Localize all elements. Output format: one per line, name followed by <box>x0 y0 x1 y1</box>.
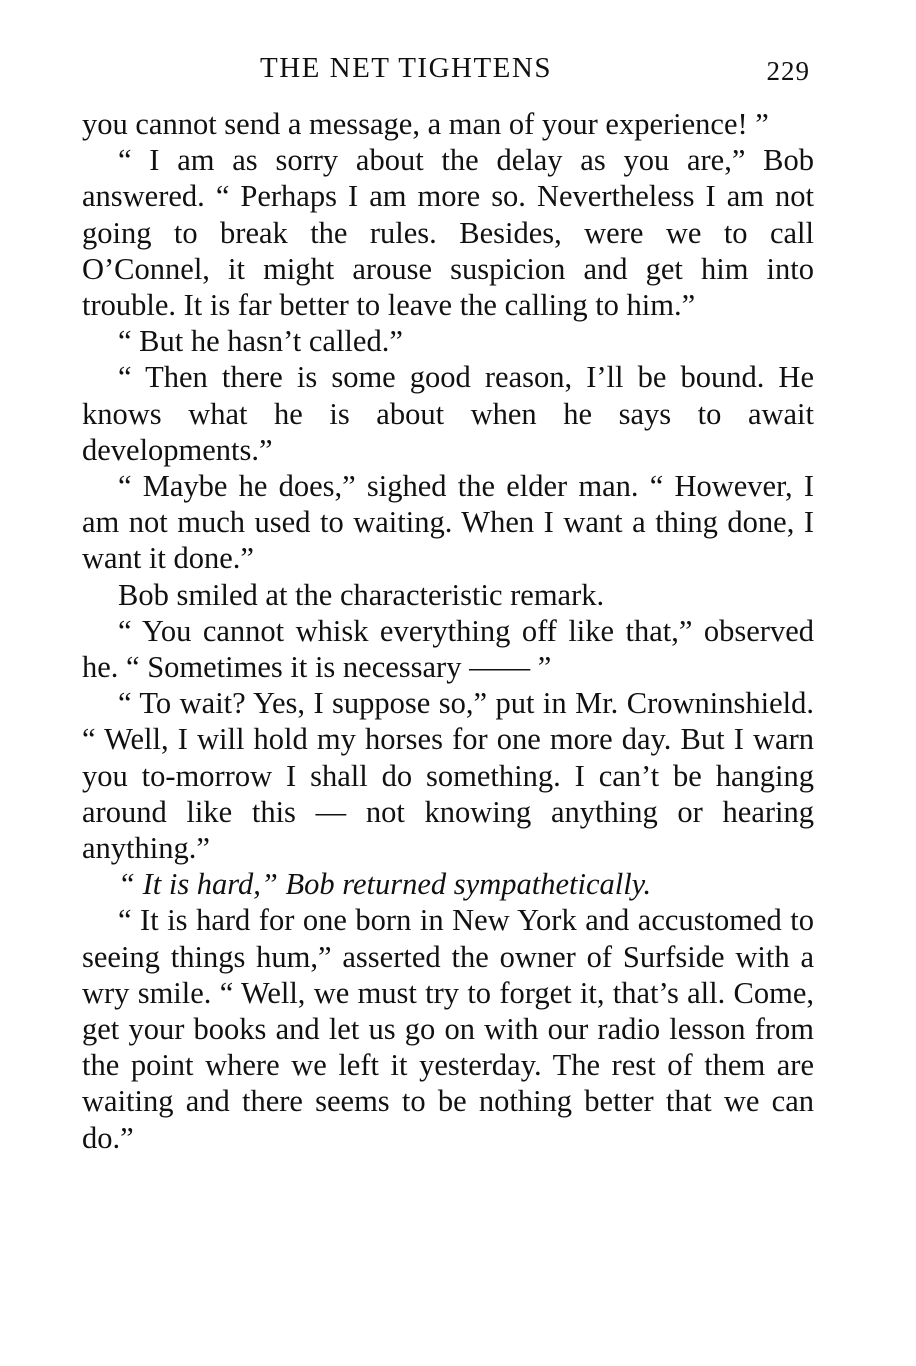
paragraph: “ To wait? Yes, I suppose so,” put in Mr. Crowninshield. “ Well, I will hold my horses for one more day. But I warn you to-morrow I shall do something. I can’t be hanging around like this — not knowing anything or hearing anything.” <box>82 686 814 866</box>
book-page <box>82 52 814 1156</box>
paragraph: “ You cannot whisk everything off like that,” observed he. “ Sometimes it is necessary —— ” <box>82 613 814 685</box>
body-text <box>82 106 814 1156</box>
paragraph: “ It is hard for one born in New York and accustomed to seeing things hum,” asserted the owner of Surfside with a wry smile. “ Well, we must try to forget it, that’s all. Come, get your books and let us go on with our radio lesson from the point where we left it yesterday. The rest of them are waiting and there seems to be nothing better that we can do.” <box>82 903 814 1155</box>
running-head <box>82 52 814 96</box>
paragraph: “ Then there is some good reason, I’ll be bound. He knows what he is about when he says to await developments.” <box>82 360 814 467</box>
running-title: THE NET TIGHTENS <box>260 52 552 84</box>
paragraph: Bob smiled at the characteristic remark. <box>118 577 605 612</box>
page-number: 229 <box>766 56 810 86</box>
paragraph: “ Maybe he does,” sighed the elder man. “ However, I am not much used to waiting. When I want a thing done, I want it done.” <box>82 469 814 576</box>
paragraph: “ But he hasn’t called.” <box>118 324 403 359</box>
paragraph: you cannot send a message, a man of your experience! ” <box>82 107 769 141</box>
paragraph: “ I am as sorry about the delay as you are,” Bob answered. “ Perhaps I am more so. Nevertheless I am not going to break the rules. Besides, were we to call O’Connel, it might arouse suspicion and get him into trouble. It is far better to leave the calling to him.” <box>82 143 814 323</box>
paragraph: “ It is hard,” Bob returned sympathetically. <box>118 867 652 902</box>
